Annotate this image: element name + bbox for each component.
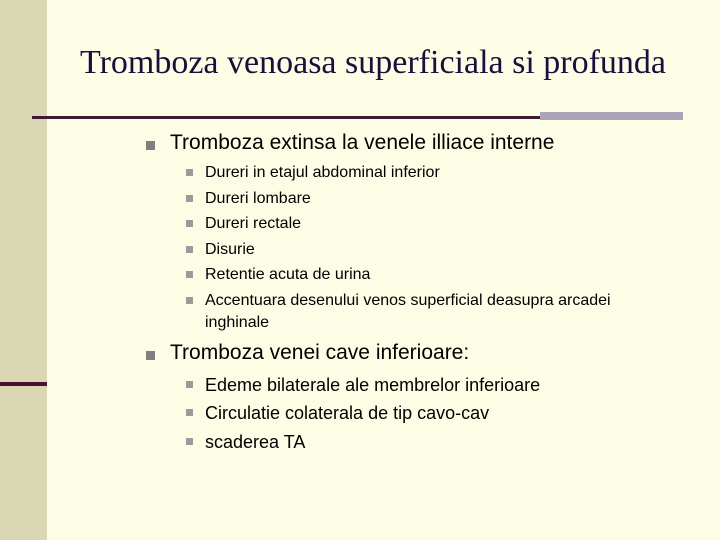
square-bullet-icon [186, 271, 193, 278]
square-bullet-icon [186, 297, 193, 304]
section-heading: Tromboza extinsa la venele illiace interne [170, 131, 555, 154]
section-heading: Tromboza venei cave inferioare: [170, 341, 470, 364]
list-item-continuation: inghinale [205, 314, 270, 331]
list-item: Circulatie colaterala de tip cavo-cav [205, 403, 490, 423]
square-bullet-icon [186, 246, 193, 253]
list-item: Dureri lombare [205, 190, 311, 207]
square-bullet-icon [146, 351, 155, 360]
square-bullet-icon [186, 381, 193, 388]
square-bullet-icon [186, 438, 193, 445]
list-item: Dureri rectale [205, 215, 302, 232]
square-bullet-icon [146, 141, 155, 150]
square-bullet-icon [186, 409, 193, 416]
list-item: Accentuara desenului venos superficial deasupra arcadei [205, 292, 611, 309]
slide-title: Tromboza venoasa superficiala si profunda [80, 44, 667, 81]
list-item: Dureri in etajul abdominal inferior [205, 164, 440, 181]
list-item: Disurie [205, 241, 255, 258]
list-item: Retentie acuta de urina [205, 266, 371, 283]
list-item: scaderea TA [205, 432, 306, 452]
square-bullet-icon [186, 220, 193, 227]
square-bullet-icon [186, 195, 193, 202]
list-item: Edeme bilaterale ale membrelor inferioare [205, 375, 541, 395]
square-bullet-icon [186, 169, 193, 176]
